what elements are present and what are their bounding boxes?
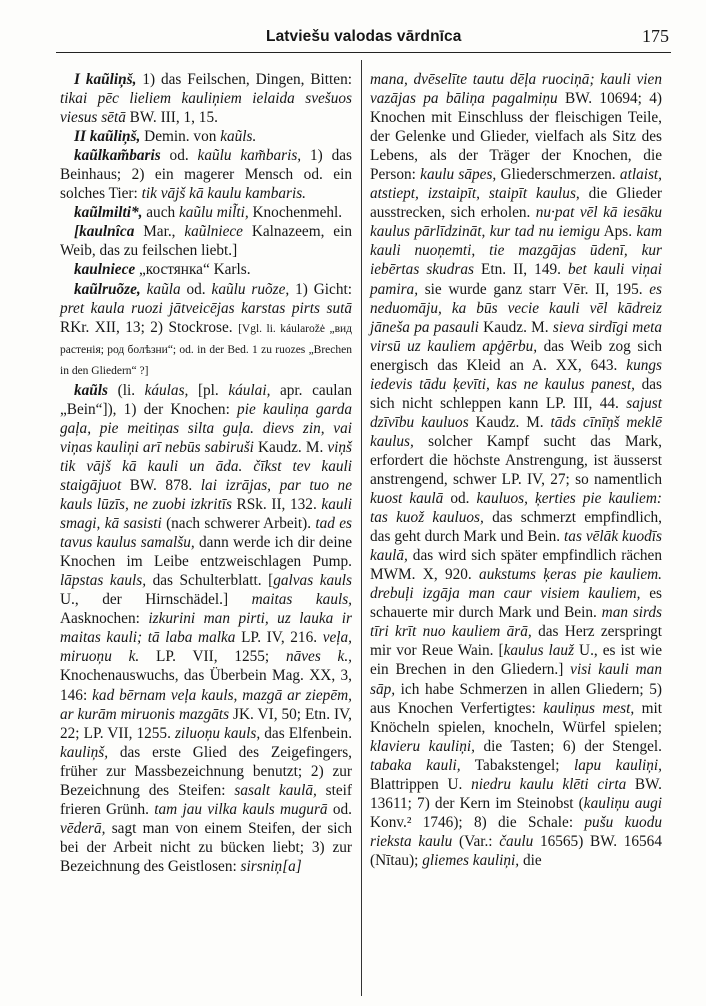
entry-text: „костянка“ Karls. (135, 261, 251, 279)
entry-text: steif frieren Grünh. (60, 781, 352, 818)
entry-text: RSk. II, 132. (231, 496, 322, 514)
example-text: kauliņus mest, (543, 699, 635, 717)
example-text: kaũla (146, 280, 181, 298)
example-text: aukstums ķeras pie kauliem. drebuļi izgāja man caur visiem kauliem, (370, 566, 662, 603)
entry-text: Knochenauswuchs, das Überbein Mag. XX, 3, 146: (60, 667, 352, 704)
example-text: kauli smagi, kā sasisti (60, 496, 352, 533)
example-text: tikai pēc lieliem kauliņiem ielaida svešuos viesus sētā (60, 90, 352, 127)
entry-text: sagt man von einem Steifen, der sich bei der Arbeit nicht zu bücken liebt; 3) zur Bezeichnung des Geistlosen: (60, 819, 352, 875)
right-column (370, 70, 662, 870)
entry-text: solcher Kampf sucht das Mark, erfordert die höchste Anstrengung, ist äusserst anstrengend, schwer LP. IV, 27; so namentlich (370, 432, 662, 488)
entry-text: das schmerzt empfindlich, das geht durch Mark und Bein. (370, 509, 662, 546)
entry-text: Kaudz. M. (468, 413, 551, 431)
example-text: pušu kuodu rieksta kaulu (370, 813, 662, 850)
dictionary-entry (60, 70, 352, 127)
entry-text: BW. III, 1, 15. (125, 109, 218, 127)
page-header (56, 24, 671, 53)
entry-text: apr. caulan „Bein“]), 1) der Knochen: (60, 381, 352, 418)
example-text: klavieru kauliņi, (370, 737, 475, 755)
entry-text: die Tasten; 6) der Stengel. (474, 737, 662, 755)
example-text: pret kaula ruozi jātveicējas karstas pirts sutā (60, 299, 352, 317)
entry-text: JK. VI, 50; Etn. IV, 22; LP. VII, 1255. (60, 705, 352, 742)
entry-headword: kaũls (74, 381, 109, 399)
example-text: kaũls. (220, 128, 257, 146)
example-text: visi kauli man sāp, (370, 661, 662, 698)
entry-text: 1) das Feilschen, Dingen, Bitten: (136, 71, 352, 88)
example-text: kungs iedevis tādu ķevīti, kas ne kaulus panest, (370, 356, 662, 393)
example-text: nāves k., (285, 648, 352, 666)
entry-text: das sich nicht schleppen kann LP. III, 44. (370, 375, 662, 412)
entry-text: Knochenmehl. (248, 204, 343, 222)
example-text: es neduomāju, ka būs vecie kauli vēl kādreiz jāneša pa pasauli (370, 280, 662, 336)
example-text: tāds cīnīņš meklē kaulus, (370, 413, 662, 450)
entry-text: (li. (108, 381, 145, 399)
entry-text: od. (180, 280, 212, 298)
entry-headword: I kaũliņš, (74, 71, 137, 88)
example-text: vēderā, (60, 819, 106, 837)
example-text: kaũlu ruõze, (211, 280, 290, 298)
entry-text: Kaudz. M. (253, 438, 328, 456)
dictionary-entry (60, 146, 352, 203)
entry-text: die Glieder ausstrecken, sich erholen. (370, 185, 662, 222)
example-text: káulai, (228, 381, 271, 399)
entry-text: das Schulterblatt. [ (146, 572, 274, 590)
dictionary-entry (60, 222, 352, 260)
example-text: galvas kauls (273, 572, 352, 590)
entry-text: Aps. (599, 223, 637, 241)
entry-text: dann werde ich dir deine Knochen im Leibe entzweischlagen Pump. (60, 534, 353, 571)
entry-text: Aasknochen: (60, 610, 149, 628)
example-text: čaulu (499, 832, 534, 850)
entry-text: mit Knöcheln spielen, knocheln, Würfel spielen; (370, 699, 662, 736)
entry-headword: II kaũliņš, (74, 128, 141, 146)
example-text: tabaka kauli, (370, 756, 461, 774)
example-text: kaulu sāpes, (420, 166, 497, 184)
example-text: sirsniņ[a] (240, 857, 302, 875)
dictionary-entry (60, 127, 352, 146)
entry-text: od. (160, 147, 198, 165)
dictionary-entry (60, 260, 352, 279)
example-text: lai izrājas, par tuo ne kauls lūzīs, ne zuobi izkritīs (60, 476, 352, 514)
entry-text: das Weib zog sich energisch das Kleid an A. XX, 643. (370, 337, 662, 374)
entry-text: (Var.: (452, 832, 500, 850)
example-text: kaulus lauž (503, 642, 575, 660)
example-text: izkurini man pirti, uz lauka ir maitas kauli; tā laba malka (60, 610, 352, 647)
example-text: kaũlniece (184, 223, 243, 241)
entry-text: Gliederschmerzen. (496, 166, 620, 184)
example-text: ziluoņu kauls, (174, 724, 261, 742)
entry-text: 1) Gicht: (289, 280, 352, 298)
entry-text: RKr. XII, 13; 2) Stockrose. (60, 318, 239, 336)
entry-text: Etn. II, 149. (473, 261, 569, 279)
example-text: ķerties pie kauliem: tas kuož kauluos, (370, 490, 662, 527)
example-text: gliemes kauliņi, (422, 851, 520, 869)
entry-text: sie wurde ganz starr Vēr. II, 195. (418, 280, 650, 298)
example-text: man sirds tīri krīt nuo kauliem ārā, (370, 604, 663, 641)
entry-text: Blattrippen U. (370, 775, 472, 793)
example-text: lāpstas kauls, (60, 572, 147, 590)
entry-text: LP. IV, 216. (235, 629, 323, 647)
example-text: viņš tik vājš kā kauli un āda. čīkst tev kauli staigājuot (60, 438, 352, 494)
example-text: mana, dvēselīte tautu dēļa ruociņā; kauli vien vazājas pa bāliņa pagalmiņu (370, 71, 662, 108)
entry-text: od. (327, 800, 352, 818)
entry-text: 1) das Beinhaus; 2) ein magerer Mensch od. ein solches Tier: (60, 147, 352, 203)
dictionary-entry (60, 280, 352, 381)
example-text: lapu kauliņi, (574, 756, 662, 774)
entry-text: ich habe Schmerzen in allen Gliedern; 5) aus Knochen Verfertigtes: (370, 680, 662, 717)
running-title: Latviešu valodas vārdnīca (266, 28, 462, 45)
dictionary-entry (60, 203, 352, 222)
entry-text: Mar., (134, 223, 185, 241)
example-text: sasalt kaulā, (234, 781, 317, 799)
example-text: veļa, miruoņu k. (60, 629, 352, 666)
entry-text: Kaudz. M. (478, 318, 553, 336)
entry-text: Tabakstengel; (460, 756, 574, 774)
example-text: káulas, (144, 381, 189, 399)
entry-text: (nach schwerer Arbeit). (161, 515, 316, 533)
entry-text: das Herz zerspringt mir vor Reue Wain. [ (370, 623, 663, 660)
entry-text: U., der Hirnschädel.] (60, 591, 252, 609)
entry-text: das Elfenbein. (260, 724, 353, 742)
example-text: maitas kauls, (251, 591, 352, 609)
entry-text: BW. 878. (121, 476, 201, 494)
example-text: kauliņš, (60, 743, 109, 761)
example-text: nu·pat vēl kā iesāku kaulus pārlīdzināt, kur tad nu iemigu (370, 204, 662, 241)
example-text: tam jau vilka kauls mugurā (154, 800, 328, 818)
entry-text: U., es ist wie ein Brechen in den Gliedern.] (370, 642, 662, 679)
page-number: 175 (642, 26, 669, 46)
entry-text: BW. 10694; 4) Knochen mit Einschluss der fleischigen Teile, der Gelenke und Glieder, vielfach als Sitz des Lebens, als der Träger der Knochen, die Person: (370, 90, 662, 184)
dictionary-entry (60, 381, 352, 876)
column-divider (361, 60, 362, 996)
entry-headword: kaulniece (74, 261, 136, 279)
entry-text: Demin. von (140, 128, 221, 146)
entry-text: das wird sich später empfindlich rächen MWM. X, 920. (370, 547, 662, 584)
example-text: tad es tavus kaulus samalšu, (60, 515, 353, 552)
dictionary-entry (370, 70, 662, 870)
example-text: kam kauli nuoņemti, tie mazgājas ūdenī, kur iebērtas skudras (370, 223, 662, 279)
example-text: sajust dzīvību kauluos (370, 394, 662, 431)
example-text: sieva sirdīgi meta virsū uz kauliem apģērbu, (370, 318, 663, 355)
example-text: kauluos, (476, 490, 528, 508)
entry-headword: kaũlruõze, (74, 280, 141, 298)
entry-text: Kalnazeem, ein Weib, das zu feilschen liebt.] (60, 223, 352, 260)
example-text: kaũlu mil̃ti, (178, 204, 249, 222)
entry-headword: kaũlmilti*, (74, 204, 143, 222)
entry-text: BW. 13611; 7) der Kern im Steinobst ( (370, 775, 662, 812)
etymology-note: [Vgl. li. káularožė „вид растенія; род болѣзни“; od. in der Bed. 1 zu ruozes „Brechen in den Gliedern“ ?] (60, 322, 353, 377)
example-text: kad bērnam veļa kauls, mazgā ar ziepēm, ar kurām miruonis mazgāts (60, 686, 352, 723)
example-text: kaũlu kam̃baris, (197, 147, 302, 165)
entry-text: [pl. (188, 381, 229, 399)
example-text: kauliņu augi (583, 794, 662, 812)
entry-text: das erste Glied des Zeigefingers, früher zur Massbezeichnung benutzt; 2) zur Bezeichnung des Steifen: (60, 743, 352, 799)
entry-text: die (519, 851, 542, 869)
example-text: bet kauli viņai pamira, (370, 261, 662, 298)
left-column (60, 70, 352, 876)
entry-text: auch (142, 204, 179, 222)
entry-headword: kaũlkam̃baris (74, 147, 161, 165)
entry-text: es schauerte mir durch Mark und Bein. (370, 585, 662, 622)
example-text: tas vēlāk kuodīs kaulā, (370, 528, 662, 565)
entry-text: 16565) BW. 16564 (Nītau); (370, 832, 662, 869)
entry-text: od. (443, 490, 477, 508)
entry-headword: [kaulnîca (74, 223, 135, 241)
entry-text (528, 490, 535, 507)
entry-text: Konv.² 1746); 8) die Schale: (370, 813, 585, 831)
example-text: atlaist, atstiept, izstaipīt, staipīt kaulus, (370, 166, 662, 203)
example-text: kuost kaulā (370, 490, 444, 508)
example-text: pie kauliņa garda gaļa, pie meitiņas silta guļa. dievs zin, vai viņas kauliņi arī nebūs sabiruši (60, 400, 353, 456)
entry-text: LP. VII, 1255; (139, 648, 286, 666)
example-text: tik vājš kā kaulu kambaris. (141, 185, 307, 203)
example-text: niedru kaulu klēti cirta (471, 775, 627, 793)
